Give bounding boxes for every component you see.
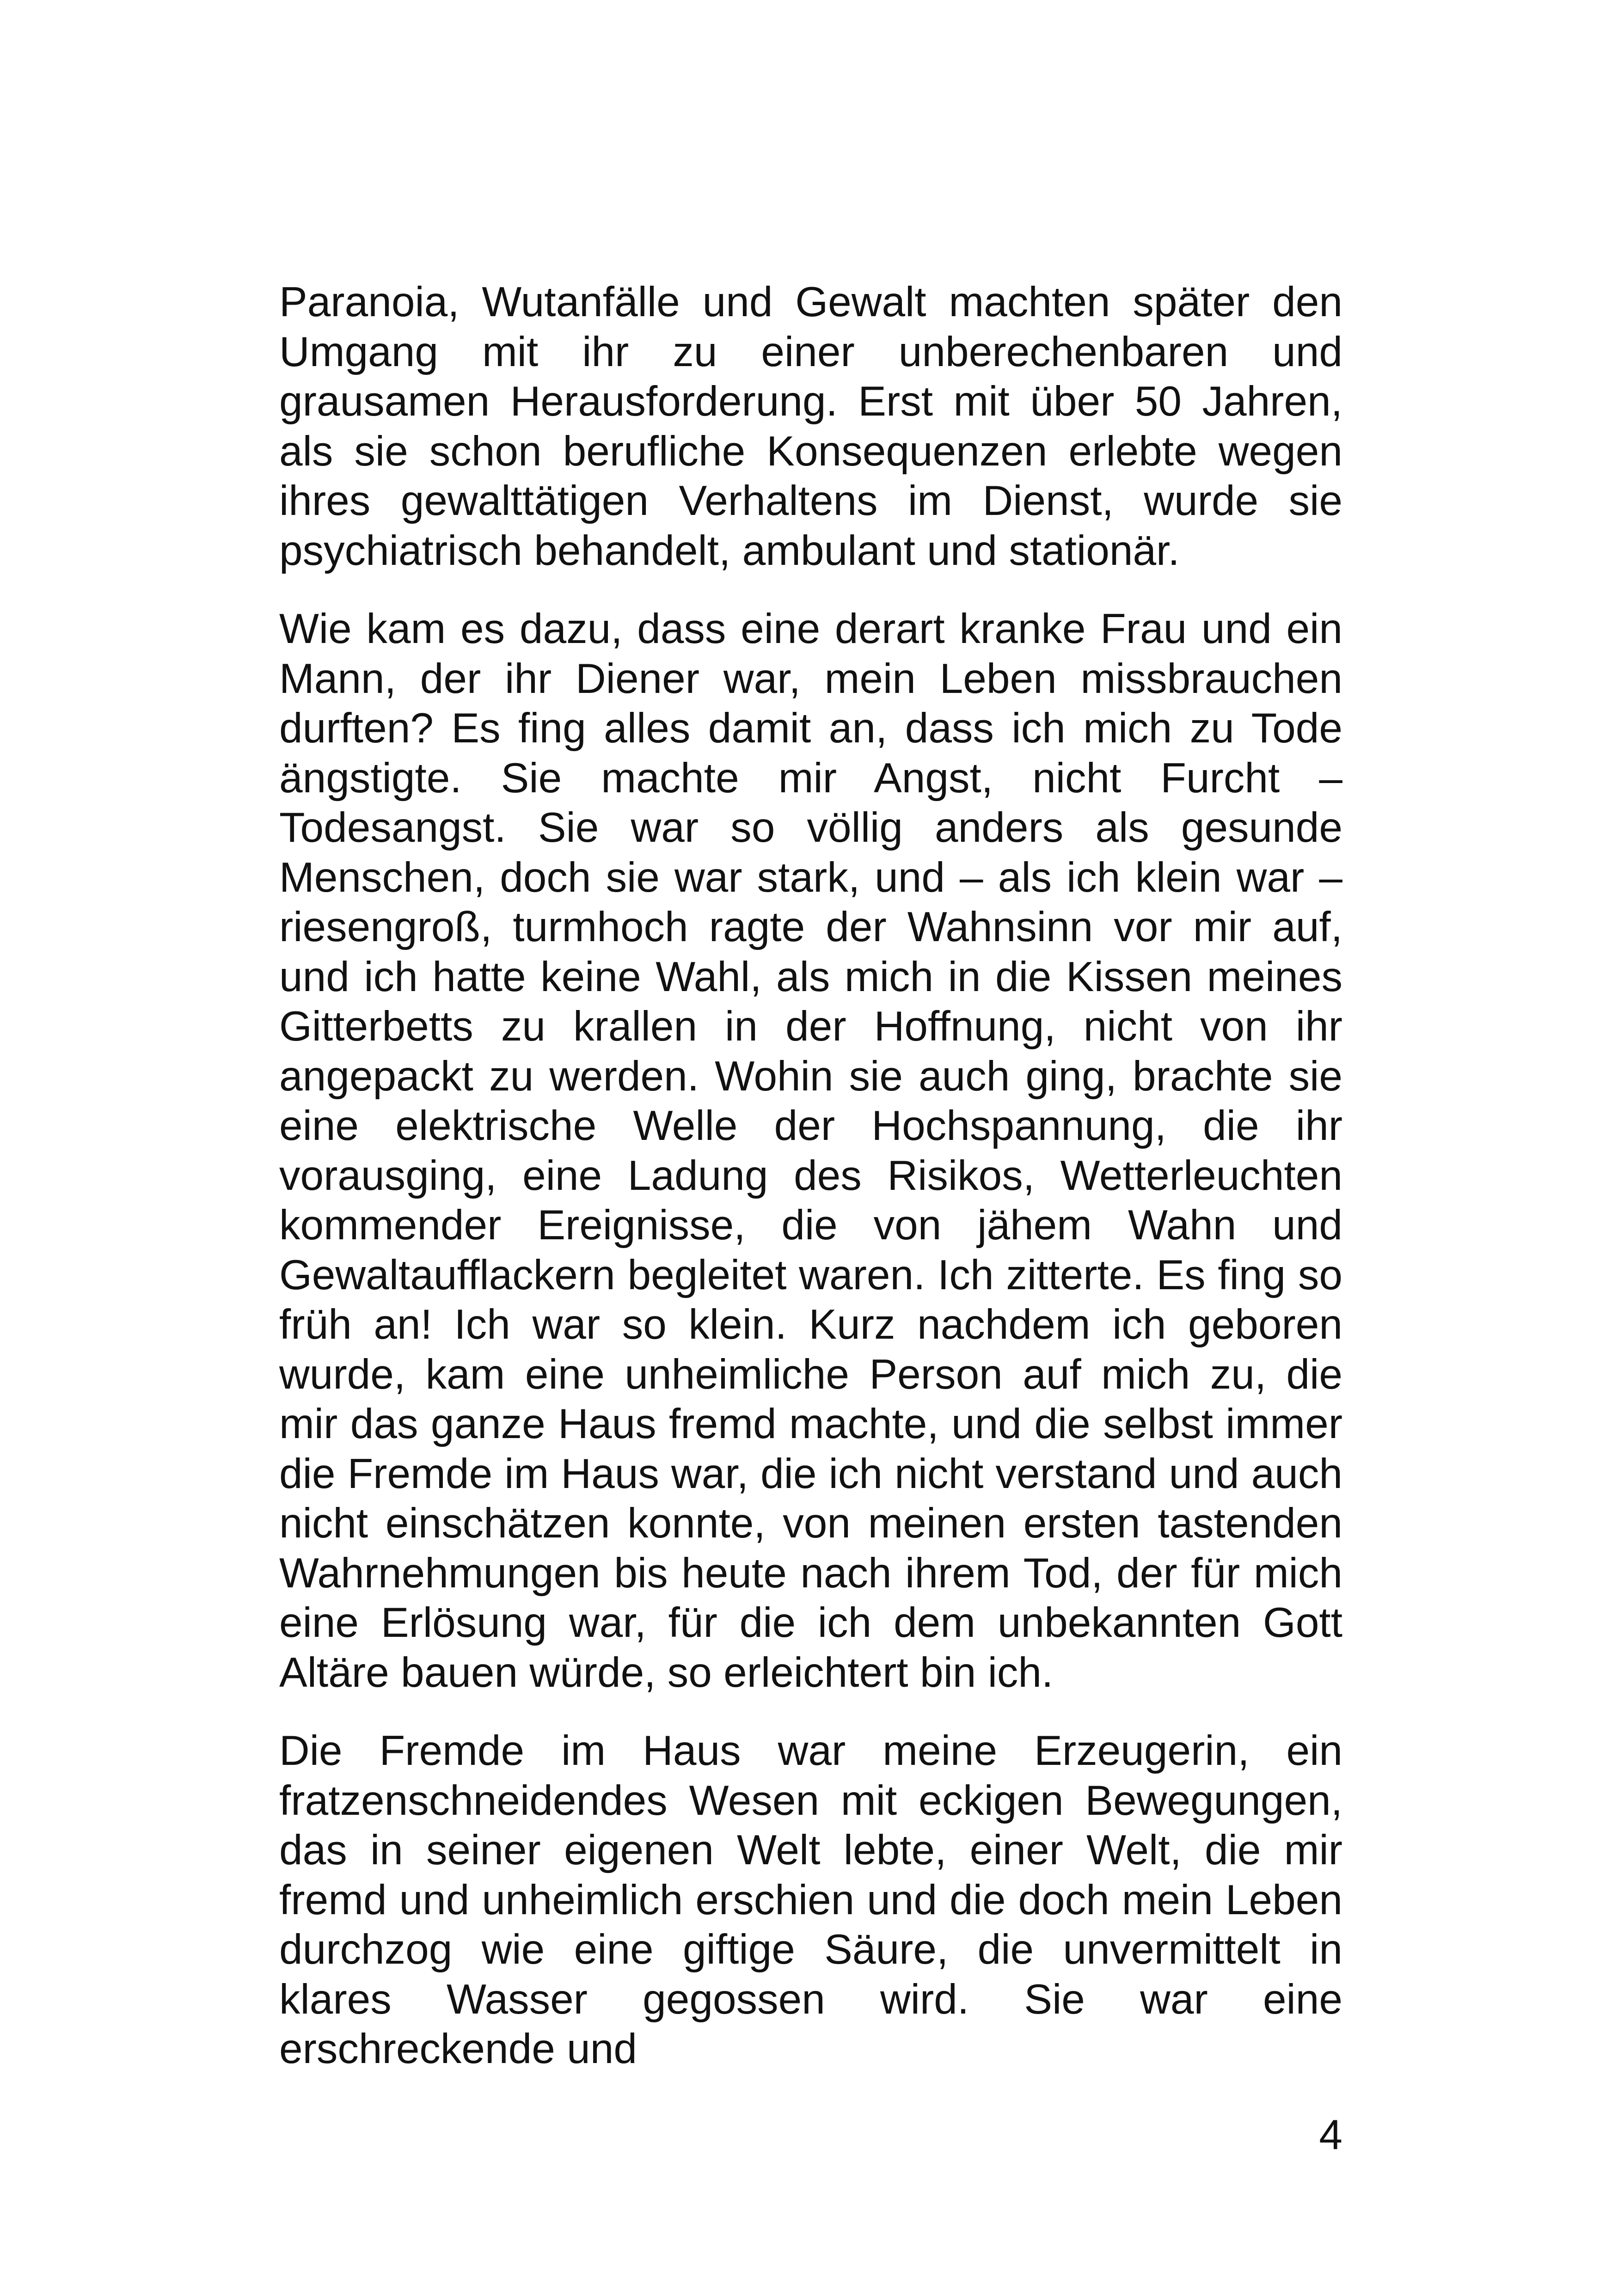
paragraph-2: Wie kam es dazu, dass eine derart kranke Frau und ein Mann, der ihr Diener war, mein Leben missbrauchen durften? Es fing alles damit an, dass ich mich zu Tode ängstigte. Sie machte mir Angst, nicht Furcht – Todesangst. Sie war so völlig anders als gesunde Menschen, doch sie war stark, und – als ich klein war – riesengroß, turmhoch ragte der Wahnsinn vor mir auf, und ich hatte keine Wahl, als mich in die Kissen meines Gitterbetts zu krallen in der Hoffnung, nicht von ihr angepackt zu werden. Wohin sie auch ging, brachte sie eine elektrische Welle der Hochspannung, die ihr vorausging, eine Ladung des Risikos, Wetterleuchten kommender Ereignisse, die von jähem Wahn und Gewaltaufflackern begleitet waren. Ich zitterte. Es fing so früh an! Ich war so klein. Kurz nachdem ich geboren wurde, kam eine unheimliche Person auf mich zu, die mir das ganze Haus fremd machte, und die selbst immer die Fremde im Haus war, die ich nicht verstand und auch nicht einschätzen konnte, von meinen ersten tastenden Wahrnehmungen bis heute nach ihrem Tod, der für mich eine Erlösung war, für die ich dem unbekannten Gott Altäre bauen würde, so erleichtert bin ich. (279, 606, 1342, 1696)
paragraph-1: Paranoia, Wutanfälle und Gewalt machten später den Umgang mit ihr zu einer unberechenbaren und grausamen Herausforderung. Erst mit über 50 Jahren, als sie schon berufliche Konsequenzen erlebte wegen ihres gewalttätigen Verhaltens im Dienst, wurde sie psychiatrisch behandelt, ambulant und stationär. (279, 279, 1342, 574)
paragraph-3: Die Fremde im Haus war meine Erzeugerin, ein fratzenschneidendes Wesen mit eckigen Bewegungen, das in seiner eigenen Welt lebte, einer Welt, die mir fremd und unheimlich erschien und die doch mein Leben durchzog wie eine giftige Säure, die unvermittelt in klares Wasser gegossen wird. Sie war eine erschreckende und (279, 1727, 1342, 2072)
body-text (279, 277, 1342, 2074)
page-number: 4 (1319, 2112, 1342, 2158)
